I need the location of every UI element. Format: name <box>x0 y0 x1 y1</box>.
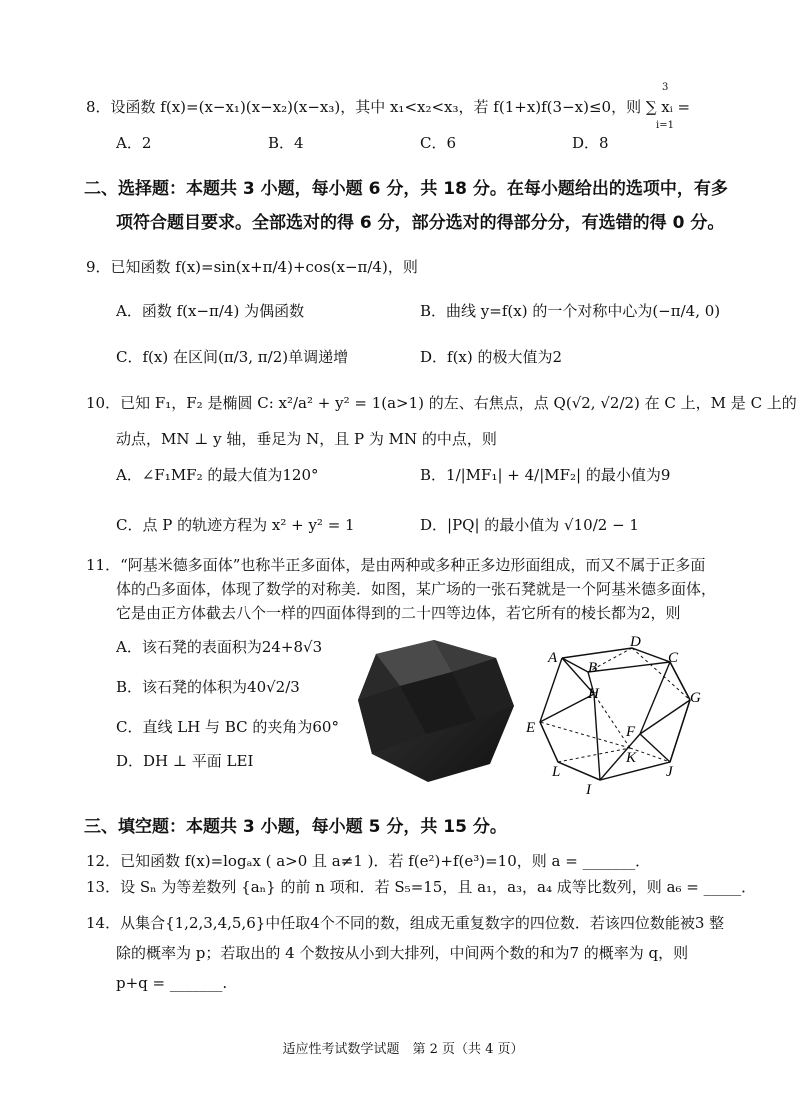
q9-option-b: B．曲线 y=f(x) 的一个对称中心为(−π/4, 0) <box>420 302 721 320</box>
section2-line2: 项符合题目要求。全部选对的得 6 分，部分选对的得部分分，有选错的得 0 分。 <box>116 213 725 233</box>
polyhedron-diagram <box>522 636 718 796</box>
q10-option-a: A．∠F₁MF₂ 的最大值为120° <box>116 466 319 484</box>
q9-option-c: C．f(x) 在区间(π/3, π/2)单调递增 <box>116 348 349 366</box>
q13-text: 13．设 Sₙ 为等差数列 {aₙ} 的前 n 项和．若 S₅=15，且 a₁，a₃，a₄ 成等比数列，则 a₆ = _____． <box>86 878 757 896</box>
label-d: D <box>630 636 641 650</box>
q8-text: 8．设函数 f(x)=(x−x₁)(x−x₂)(x−x₃)，其中 x₁<x₂<x₃，若 f(1+x)f(3−x)≤0，则 ∑ xᵢ = <box>86 98 691 116</box>
label-l: L <box>552 764 561 780</box>
q9-option-a: A．函数 f(x−π/4) 为偶函数 <box>116 302 305 320</box>
q10-option-d: D．|PQ| 的最小值为 √10/2 − 1 <box>420 516 639 534</box>
q8-option-b: B．4 <box>268 134 304 152</box>
q10-option-c: C．点 P 的轨迹方程为 x² + y² = 1 <box>116 516 355 534</box>
section2-line1: 二、选择题：本题共 3 小题，每小题 6 分，共 18 分。在每小题给出的选项中，有多 <box>84 179 728 199</box>
label-a: A <box>548 650 558 666</box>
q8-sum-bottom: i=1 <box>656 120 674 131</box>
label-h: H <box>588 686 599 702</box>
q14-line1: 14．从集合{1,2,3,4,5,6}中任取4个不同的数，组成无重复数字的四位数．若该四位数能被3 整 <box>86 914 725 932</box>
q12-text: 12．已知函数 f(x)=logₐx ( a>0 且 a≠1 )．若 f(e²)+f(e³)=10，则 a = _______． <box>86 852 651 870</box>
q8-option-d: D．8 <box>572 134 609 152</box>
q9-stem: 9．已知函数 f(x)=sin(x+π/4)+cos(x−π/4)，则 <box>86 258 418 276</box>
q9-option-d: D．f(x) 的极大值为2 <box>420 348 563 366</box>
page-footer: 适应性考试数学试题 第 2 页（共 4 页） <box>282 1042 524 1057</box>
q11-option-a: A．该石凳的表面积为24+8√3 <box>116 638 323 656</box>
section3-title: 三、填空题：本题共 3 小题，每小题 5 分，共 15 分。 <box>84 817 507 837</box>
q11-line3: 它是由正方体截去八个一样的四面体得到的二十四等边体，若它所有的棱长都为2，则 <box>116 604 681 622</box>
q11-option-c: C．直线 LH 与 BC 的夹角为60° <box>116 718 339 736</box>
label-c: C <box>668 650 679 666</box>
label-i: I <box>586 782 591 796</box>
label-g: G <box>690 690 701 706</box>
q11-option-b: B．该石凳的体积为40√2/3 <box>116 678 300 696</box>
q14-line3: p+q = _______. <box>116 974 228 992</box>
q8-option-c: C．6 <box>420 134 457 152</box>
label-b: B <box>588 660 598 676</box>
q10-line2: 动点，MN ⊥ y 轴，垂足为 N，且 P 为 MN 的中点，则 <box>116 430 497 448</box>
q8-sum-top: 3 <box>662 82 669 93</box>
q10-option-b: B．1/|MF₁| + 4/|MF₂| 的最小值为9 <box>420 466 671 484</box>
q11-line2: 体的凸多面体，体现了数学的对称美．如图，某广场的一张石凳就是一个阿基米德多面体， <box>116 580 717 598</box>
label-k: K <box>626 750 637 766</box>
q11-line1: 11．“阿基米德多面体”也称半正多面体，是由两种或多种正多边形面组成，而又不属于正多面 <box>86 556 706 574</box>
label-e: E <box>526 720 536 736</box>
label-f: F <box>626 724 636 740</box>
label-j: J <box>666 764 673 780</box>
q11-option-d: D．DH ⊥ 平面 LEI <box>116 752 254 770</box>
q8-stem <box>86 96 690 118</box>
q14-line2: 除的概率为 p；若取出的 4 个数按从小到大排列，中间两个数的和为7 的概率为 q，则 <box>116 944 689 962</box>
q10-line1: 10．已知 F₁，F₂ 是椭圆 C: x²/a² + y² = 1(a>1) 的左、右焦点，点 Q(√2, √2/2) 在 C 上，M 是 C 上的 <box>86 394 797 412</box>
stone-bench-image <box>356 636 516 784</box>
q8-option-a: A．2 <box>116 134 152 152</box>
